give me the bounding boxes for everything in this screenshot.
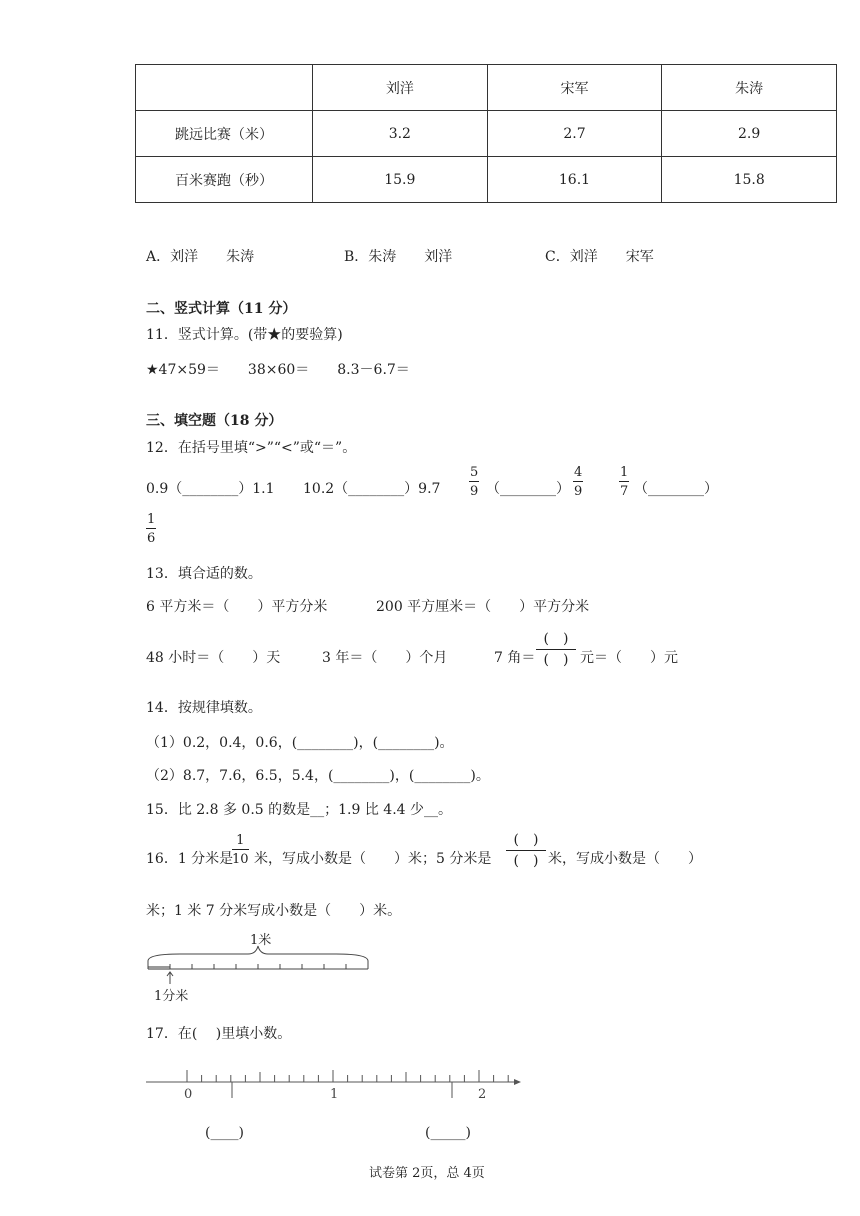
choice-c: C．刘洋 宋军 (545, 249, 654, 265)
meter-ruler-diagram (140, 928, 380, 1008)
ruler-top-label: 1米 (250, 933, 272, 948)
page-footer: 试卷第 2页，总 4页 (369, 1166, 485, 1181)
question-11-items: ★47×59＝ 38×60＝ 8.3－6.7＝ (146, 362, 410, 378)
q13-line2-c-pre: 7 角＝ (494, 650, 536, 666)
q16-line2: 米；1 米 7 分米写成小数是（ ）米。 (146, 903, 402, 919)
brace (148, 946, 368, 961)
q12-fraction-4-9 (573, 466, 583, 498)
ruler-bottom-label: 1分米 (154, 989, 189, 1004)
question-15: 15．比 2.8 多 0.5 的数是__；1.9 比 4.4 少__。 (146, 802, 453, 818)
section-title-fill: 三、填空题（18 分） (146, 413, 283, 429)
table-cell: 15.9 (313, 157, 488, 203)
choice-a: A．刘洋 朱涛 (146, 249, 255, 265)
numerator: ( ) (506, 833, 546, 851)
table-row (136, 157, 837, 203)
question-14: 14．按规律填数。 (146, 700, 262, 716)
number-line-label: 1 (330, 1087, 339, 1102)
number-line-blank-1: (____) (205, 1125, 244, 1141)
q12-item-a: 0.9（________）1.1 (146, 481, 275, 497)
table-cell: 16.1 (487, 157, 662, 203)
question-12: 12．在括号里填“>”“<”或“＝”。 (146, 440, 357, 456)
numerator: ( ) (536, 632, 576, 650)
score-table (135, 64, 837, 203)
number-line-blank-2: (_____) (425, 1125, 471, 1141)
table-cell: 朱涛 (662, 65, 837, 111)
denominator: ( ) (543, 652, 569, 668)
q16-pre: 16．1 分米是 (146, 851, 234, 867)
table-cell: 刘洋 (313, 65, 488, 111)
table-cell: 百米赛跑（秒） (136, 157, 313, 203)
question-13: 13．填合适的数。 (146, 566, 262, 582)
section-title-calc: 二、竖式计算（11 分） (146, 301, 297, 317)
table-cell: 2.7 (487, 111, 662, 157)
number-line-ticks (187, 1070, 508, 1082)
q13-line1-a: 6 平方米＝（ ）平方分米 (146, 599, 328, 615)
table-row (136, 111, 837, 157)
q13-line2-b: 3 年＝（ ）个月 (322, 650, 448, 666)
denominator: 10 (232, 852, 249, 867)
q16-paren-fraction (506, 833, 546, 868)
numerator: 5 (470, 465, 479, 480)
q13-line2-a: 48 小时＝（ ）天 (146, 650, 281, 666)
decimeter-segment (148, 966, 170, 970)
numerator: 1 (232, 834, 249, 850)
table-cell: 15.8 (662, 157, 837, 203)
numerator: 1 (620, 465, 629, 480)
q13-paren-fraction (536, 632, 576, 667)
q13-line1-b: 200 平方厘米＝（ ）平方分米 (376, 599, 590, 615)
denominator: 9 (574, 484, 583, 499)
question-17: 17．在( )里填小数。 (146, 1026, 292, 1042)
q12-fraction-1-7 (619, 466, 629, 498)
question-11: 11．竖式计算。(带★的要验算) (146, 327, 343, 343)
q12-fraction-1-6 (146, 513, 156, 545)
q12-blank-c: （________） (486, 481, 570, 497)
q12-item-b: 10.2（________）9.7 (303, 481, 441, 497)
table-header-row (136, 65, 837, 111)
denominator: ( ) (513, 853, 539, 869)
numerator: 1 (147, 512, 156, 527)
table-cell: 跳远比赛（米） (136, 111, 313, 157)
numerator: 4 (574, 465, 583, 480)
table-cell: 2.9 (662, 111, 837, 157)
number-line (140, 1060, 530, 1110)
q16-mid: 米，写成小数是（ ）米；5 分米是 (254, 851, 492, 867)
q12-blank-d: （________） (634, 481, 718, 497)
denominator: 9 (470, 484, 479, 499)
q16-fraction-1-10 (232, 834, 249, 866)
denominator: 7 (620, 484, 629, 499)
number-line-label: 2 (478, 1087, 487, 1102)
table-cell: 宋军 (487, 65, 662, 111)
ruler-ticks (148, 961, 368, 969)
arrow-right-icon (514, 1079, 521, 1085)
table-cell: 3.2 (313, 111, 488, 157)
choice-b: B．朱涛 刘洋 (344, 249, 453, 265)
q14-item-1: （1）0.2，0.4，0.6，(________)，(________)。 (146, 735, 454, 751)
number-line-label: 0 (184, 1087, 193, 1102)
q16-post: 米，写成小数是（ ） (548, 851, 702, 867)
q13-line2-c-post: 元＝（ ）元 (580, 650, 678, 666)
table-cell (136, 65, 313, 111)
q12-fraction-5-9 (469, 466, 479, 498)
denominator: 6 (147, 531, 156, 546)
q14-item-2: （2）8.7，7.6，6.5，5.4，(________)，(________)。 (146, 768, 490, 784)
